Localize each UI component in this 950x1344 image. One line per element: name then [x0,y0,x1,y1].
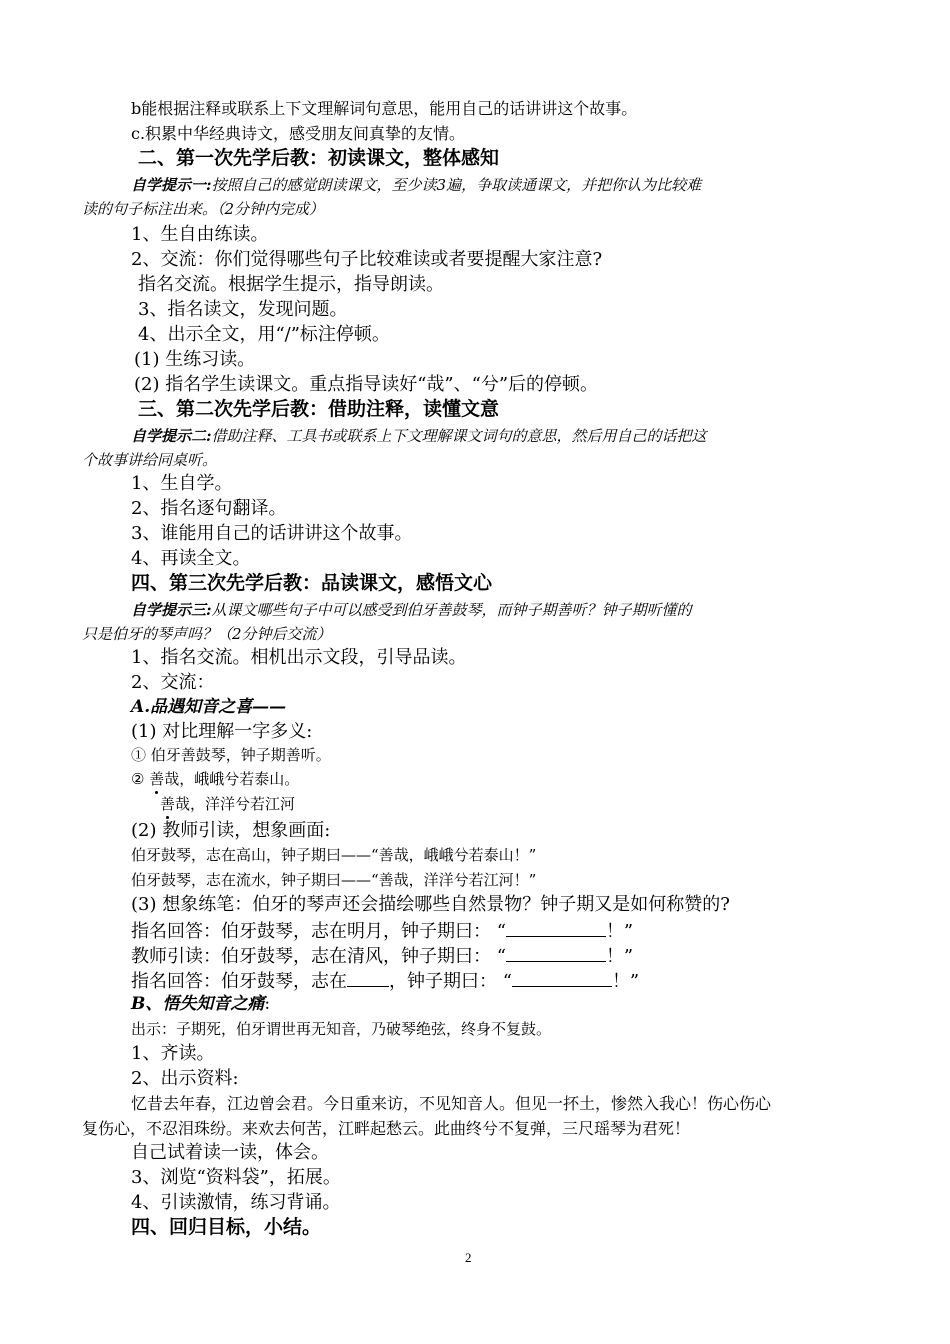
step-a7: (2) 指名学生读课文。重点指导读好“哉”、“兮”后的停顿。 [134,374,599,395]
fill-line-2 [131,945,633,968]
step-a5: 4、出示全文，用“/”标注停顿。 [138,324,390,345]
step-b3: 3、谁能用自己的话讲讲这个故事。 [131,523,413,544]
step-b4: 4、再读全文。 [131,548,251,569]
poem-line-2: 复伤心，不忍泪珠纷。来欢去何苦，江畔起愁云。此曲终兮不复弹，三尺瑶琴为君死！ [82,1119,691,1138]
emphasis-char: 善 [149,770,165,788]
step-c1: 1、指名交流。相机出示文段，引导品读。 [131,647,467,668]
fill-line-2-text: 教师引读：伯牙鼓琴，志在清风，钟子期曰： “ [131,946,506,967]
step-c7: (2) 教师引读，想象画面: [131,820,331,841]
recite-line-2: 伯牙鼓琴，志在流水，钟子期曰——“善哉，洋洋兮若江河！” [131,871,537,889]
poem-line-1: 忆昔去年春，江边曾会君。今日重来访，不见知音人。但见一抔土，惨然入我心！伤心伤心 [131,1094,772,1113]
compare-line-2-rest: 哉，峨峨兮若泰山。 [164,770,300,788]
tip-1-text: 按照自己的感觉朗读课文，至少读3遍，争取读通课文，并把你认为比较难 [211,176,702,194]
tip-1-continued: 读的句子标注出来。（2分钟内完成） [82,200,325,218]
fill-line-1-end: ！” [605,921,634,942]
self-study-tip-2 [131,428,707,445]
step-d2: 1、齐读。 [131,1043,215,1064]
fill-line-3-mid: ，钟子期曰： “ [389,971,512,992]
section-heading-3: 四、第三次先学后教：品读课文，感悟文心 [131,572,493,594]
compare-line-1: ① 伯牙善鼓琴，钟子期善听。 [131,746,331,764]
self-study-tip-3 [131,602,692,619]
show-text: 出示：子期死，伯牙谓世再无知音，乃破琴绝弦，终身不复鼓。 [131,1020,552,1038]
circled-two: ② [131,770,150,788]
step-a3: 指名交流。根据学生提示，指导朗读。 [138,274,444,295]
step-d8: 4、引读激情，练习背诵。 [131,1192,341,1213]
tip-3-label: 自学提示三: [131,601,212,619]
step-a1: 1、生自由练读。 [131,224,269,245]
answer-blank[interactable] [347,970,389,987]
step-d6: 自己试着读一读，体会。 [131,1142,329,1163]
fill-line-2-end: ！” [605,946,634,967]
answer-blank[interactable] [506,945,606,962]
objective-c: c.积累中华经典诗文，感受朋友间真挚的友情。 [131,124,466,143]
subsection-b [131,995,270,1015]
step-b2: 2、指名逐句翻译。 [131,498,287,519]
step-c3: (1) 对比理解一字多义: [131,721,313,742]
compare-line-2 [131,771,299,788]
section-heading-1: 二、第一次先学后教：初读课文，整体感知 [138,147,500,169]
fill-line-3 [131,970,639,993]
tip-3-continued: 只是伯牙的琴声吗？（2分钟后交流） [82,625,332,643]
section-heading-2: 三、第二次先学后教：借助注释，读懂文意 [138,398,500,420]
step-a6: (1) 生练习读。 [134,349,256,370]
tip-2-label: 自学提示二: [131,427,212,445]
objective-b: b能根据注释或联系上下文理解词句意思，能用自己的话讲讲这个故事。 [131,99,638,118]
step-b1: 1、生自学。 [131,473,233,494]
subsection-b-colon: : [264,994,271,1014]
fill-line-1-text: 指名回答：伯牙鼓琴，志在明月，钟子期曰： “ [131,921,506,942]
compare-line-3 [160,796,295,813]
recite-line-1: 伯牙鼓琴，志在高山，钟子期曰——“善哉，峨峨兮若泰山！” [131,846,537,864]
fill-line-3-end: ！” [611,971,640,992]
step-c10: (3) 想象练笔：伯牙的琴声还会描绘哪些自然景物？钟子期又是如何称赞的? [131,894,730,915]
section-heading-4: 四、回归目标，小结。 [131,1216,322,1238]
emphasis-char: 善 [160,795,176,813]
fill-line-3-text: 指名回答：伯牙鼓琴，志在 [131,971,347,992]
answer-blank[interactable] [512,970,612,987]
step-a2: 2、交流：你们觉得哪些句子比较难读或者要提醒大家注意? [131,249,603,270]
tip-2-continued: 个故事讲给同桌听。 [82,451,218,469]
subsection-a: A.品遇知音之喜—— [131,697,287,717]
tip-3-text: 从课文哪些句子中可以感受到伯牙善鼓琴，而钟子期善听？钟子期听懂的 [211,601,692,619]
fill-line-1 [131,920,633,943]
tip-1-label: 自学提示一: [131,176,212,194]
tip-2-text: 借助注释、工具书或联系上下文理解课文词句的意思，然后用自己的话把这 [211,427,707,445]
self-study-tip-1 [131,177,701,194]
answer-blank[interactable] [506,920,606,937]
page-number: 2 [465,1250,472,1265]
step-a4: 3、指名读文，发现问题。 [138,299,348,320]
compare-line-3-rest: 哉，洋洋兮若江河 [175,795,296,813]
subsection-b-title: B、悟失知音之痛 [131,994,265,1014]
step-d7: 3、浏览“资料袋”，拓展。 [131,1167,341,1188]
step-d3: 2、出示资料: [131,1068,239,1089]
step-c2: 2、交流： [131,672,215,693]
